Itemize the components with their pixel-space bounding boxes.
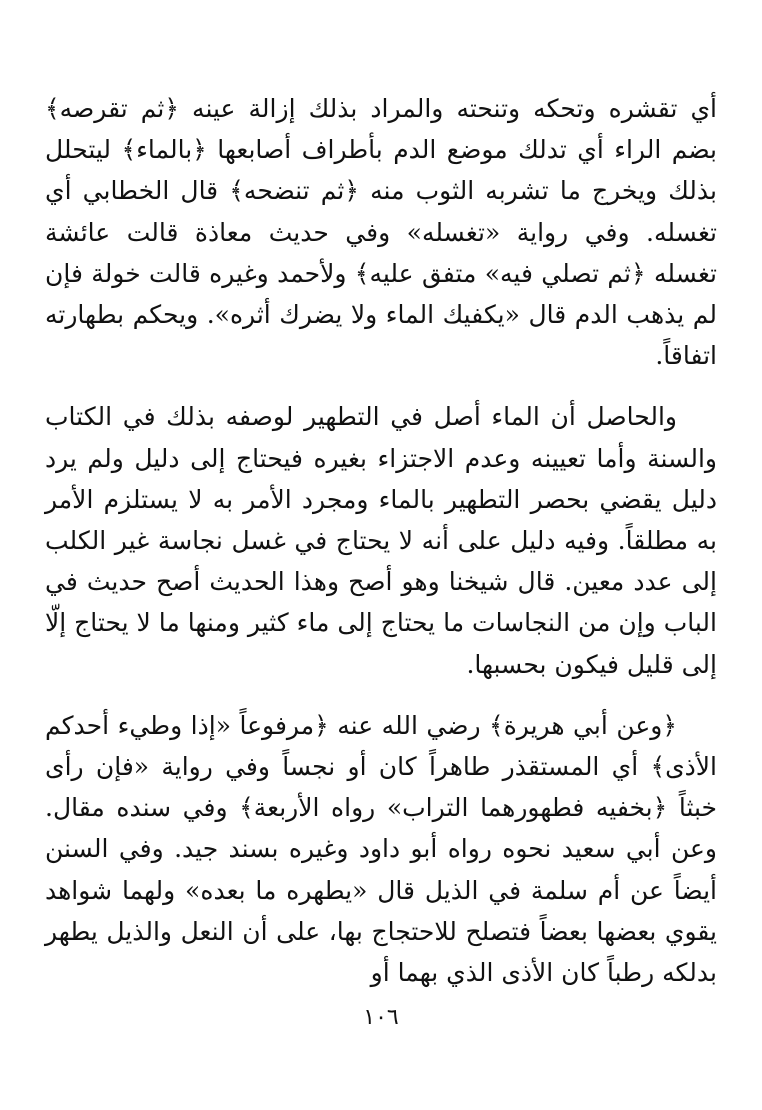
paragraph-1: أي تقشره وتحكه وتنحته والمراد بذلك إزالة عينه ﴿ثم تقرصه﴾ بضم الراء أي تدلك موضع الدم بأطراف أصابعها ﴿بالماء﴾ ليتحلل بذلك ويخرج ما تشربه الثوب منه ﴿ثم تنضحه﴾ قال الخطابي أي تغسله. وفي رواية «تغسله» وفي حديث معاذة قالت عائشة تغسله ﴿ثم تصلي فيه» متفق عليه﴾ ولأحمد وغيره قالت خولة فإن لم يذهب الدم قال «يكفيك الماء ولا يضرك أثره». ويحكم بطهارته اتفاقاً. xyxy=(45,94,717,371)
page-body xyxy=(45,88,717,993)
paragraph-2: والحاصل أن الماء أصل في التطهير لوصفه بذلك في الكتاب والسنة وأما تعيينه وعدم الاجتزاء بغيره فيحتاج إلى دليل ولم يرد دليل يقضي بحصر التطهير بالماء ومجرد الأمر به لا يستلزم الأمر به مطلقاً. وفيه دليل على أنه لا يحتاج في غسل نجاسة غير الكلب إلى عدد معين. قال شيخنا وهو أصح وهذا الحديث أصح حديث في الباب وإن من النجاسات ما يحتاج إلى ماء كثير ومنها ما لا يحتاج إلّا إلى قليل فيكون بحسبها. xyxy=(45,402,717,679)
paragraph-3: ﴿وعن أبي هريرة﴾ رضي الله عنه ﴿مرفوعاً «إذا وطيء أحدكم الأذى﴾ أي المستقذر طاهراً كان أو نجساً وفي رواية «فإن رأى خبثاً ﴿بخفيه فطهورهما التراب» رواه الأربعة﴾ وفي سنده مقال. وعن أبي سعيد نحوه رواه أبو داود وغيره بسند جيد. وفي السنن أيضاً عن أم سلمة في الذيل قال «يطهره ما بعده» ولهما شواهد يقوي بعضها بعضاً فتصلح للاحتجاج بها، على أن النعل والذيل يطهر بدلكه رطباً كان الأذى الذي بهما أو xyxy=(45,710,717,988)
page-number: ١٠٦ xyxy=(363,1005,399,1030)
